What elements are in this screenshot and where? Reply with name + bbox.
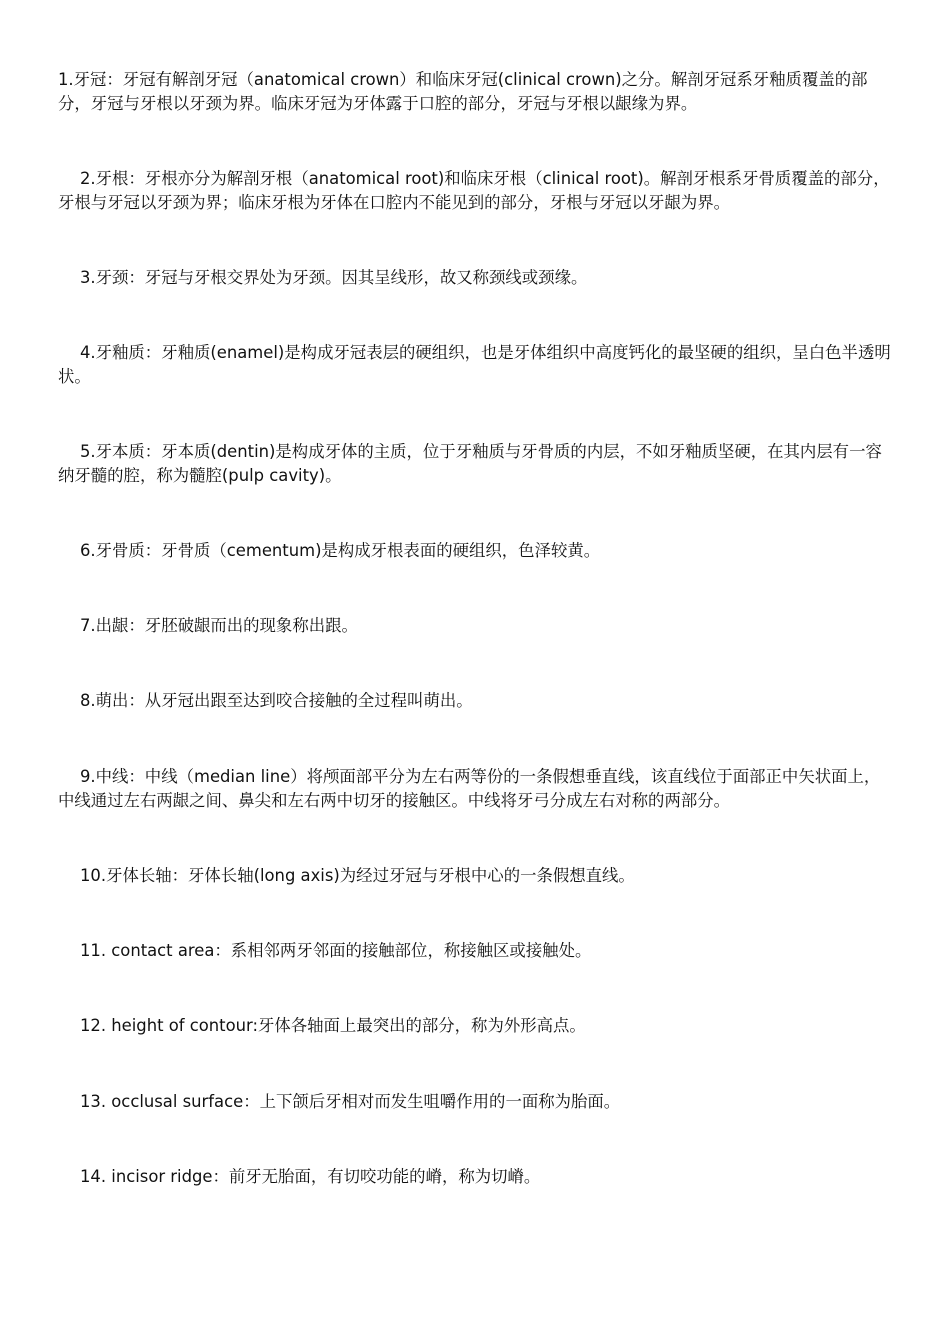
definition-paragraph-11: 11. contact area：系相邻两牙邻面的接触部位，称接触区或接触处。: [80, 941, 592, 960]
definition-paragraph-4: 4.牙釉质：牙釉质(enamel)是构成牙冠表层的硬组织，也是牙体组织中高度钙化的最坚硬的组织，呈白色半透明状。: [58, 343, 891, 386]
definition-paragraph-5: 5.牙本质：牙本质(dentin)是构成牙体的主质，位于牙釉质与牙骨质的内层，不如牙釉质坚硬，在其内层有一容纳牙髓的腔，称为髓腔(pulp cavity)。: [58, 442, 882, 485]
definition-paragraph-12: 12. height of contour:牙体各轴面上最突出的部分，称为外形高点。: [80, 1016, 586, 1035]
definition-paragraph-14: 14. incisor ridge：前牙无胎面，有切咬功能的嵴，称为切嵴。: [80, 1167, 541, 1186]
definition-paragraph-8: 8.萌出：从牙冠出跟至达到咬合接触的全过程叫萌出。: [80, 691, 473, 710]
definition-paragraph-10: 10.牙体长轴：牙体长轴(long axis)为经过牙冠与牙根中心的一条假想直线。: [80, 866, 635, 885]
definition-paragraph-7: 7.出龈：牙胚破龈而出的现象称出跟。: [80, 616, 358, 635]
definition-paragraph-9: 9.中线：中线（median line）将颅面部平分为左右两等份的一条假想垂直线，该直线位于面部正中矢状面上，中线通过左右两龈之间、鼻尖和左右两中切牙的接触区。中线将牙弓分成左右对称的两部分。: [58, 767, 881, 810]
definition-paragraph-6: 6.牙骨质：牙骨质（cementum)是构成牙根表面的硬组织，色泽较黄。: [80, 541, 601, 560]
definition-paragraph-13: 13. occlusal surface：上下颌后牙相对而发生咀嚼作用的一面称为胎面。: [80, 1092, 621, 1111]
definition-paragraph-1: 1.牙冠：牙冠有解剖牙冠（anatomical crown）和临床牙冠(clinical crown)之分。解剖牙冠系牙釉质覆盖的部分，牙冠与牙根以牙颈为界。临床牙冠为牙体露于口腔的部分，牙冠与牙根以龈缘为界。: [58, 70, 868, 113]
definition-paragraph-3: 3.牙颈：牙冠与牙根交界处为牙颈。因其呈线形，故又称颈线或颈缘。: [80, 268, 588, 287]
definition-paragraph-2: 2.牙根：牙根亦分为解剖牙根（anatomical root)和临床牙根（clinical root)。解剖牙根系牙骨质覆盖的部分，牙根与牙冠以牙颈为界；临床牙根为牙体在口腔内不能见到的部分，牙根与牙冠以牙龈为界。: [58, 169, 890, 212]
